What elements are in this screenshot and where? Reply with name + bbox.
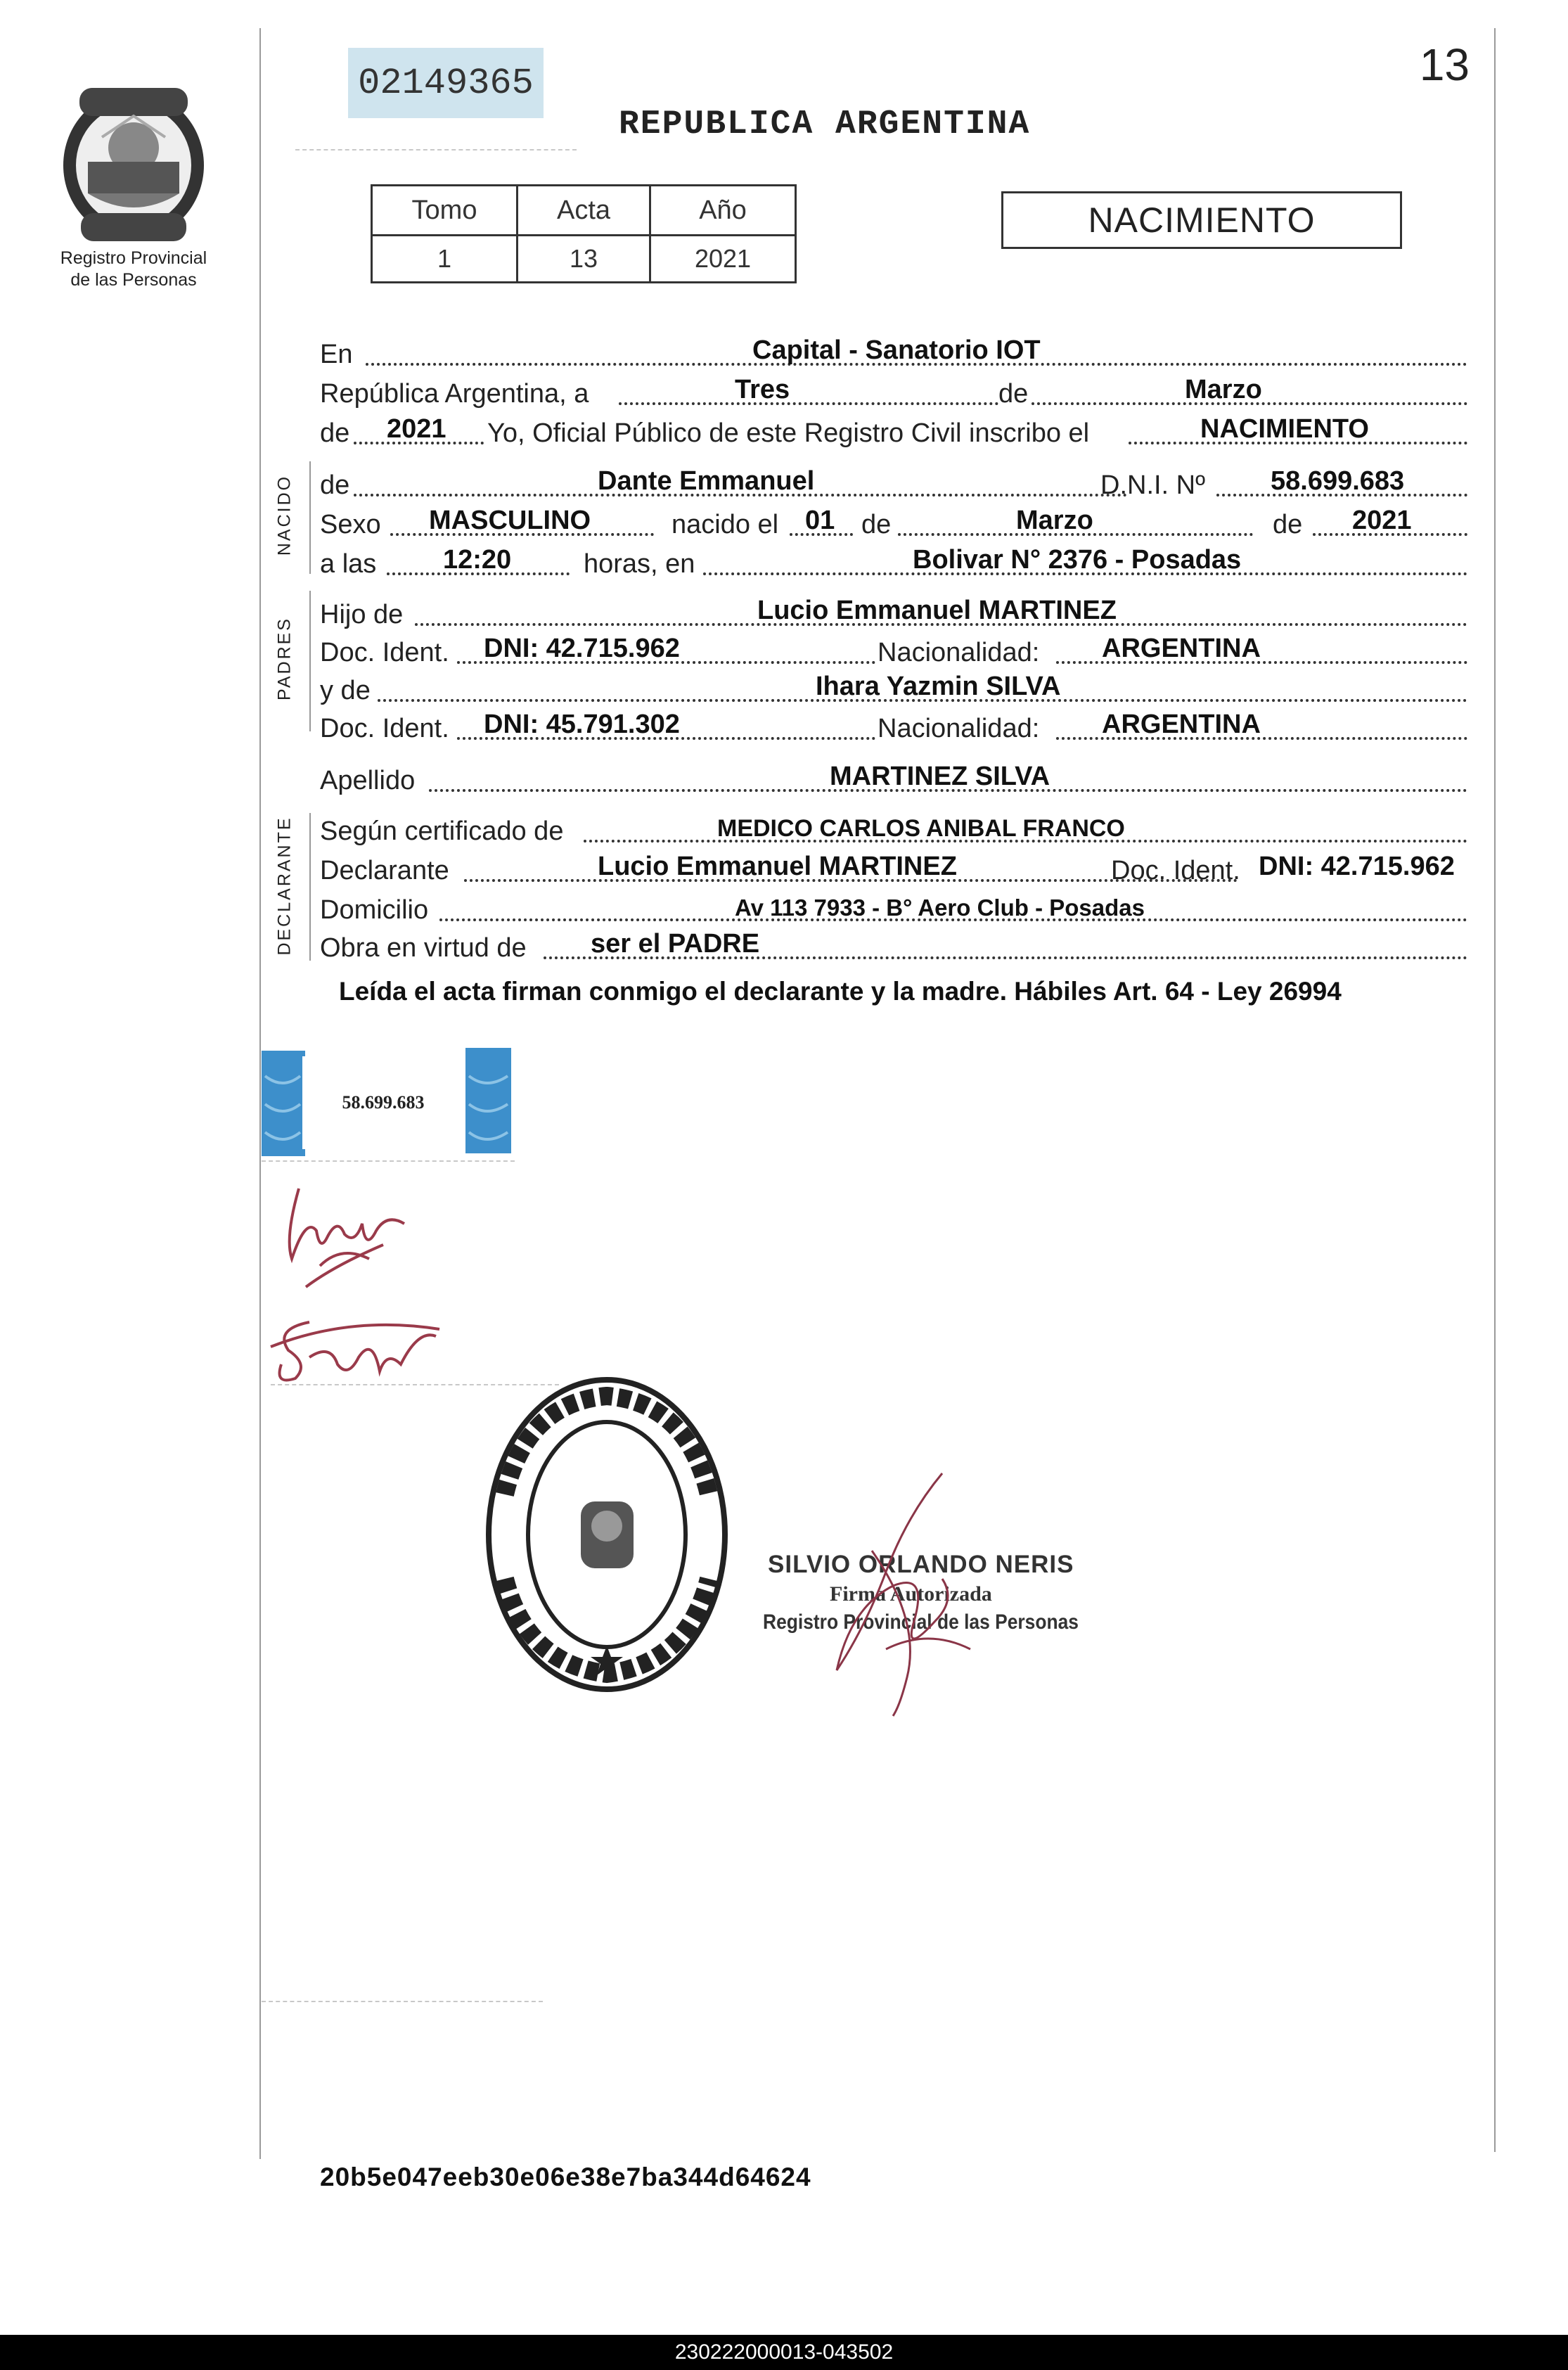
acta-value: 13 bbox=[518, 236, 650, 283]
sexo-value: MASCULINO bbox=[429, 506, 591, 535]
serial-number: 02149365 bbox=[348, 48, 544, 118]
footer-code: 230222000013-043502 bbox=[674, 2340, 894, 2364]
page-number: 13 bbox=[1419, 39, 1470, 90]
line-obra bbox=[320, 925, 1467, 966]
address-value: Av 113 7933 - B° Aero Club - Posadas bbox=[735, 895, 1145, 921]
birth-month: Marzo bbox=[1016, 506, 1093, 535]
registry-label bbox=[39, 248, 229, 291]
doc-ident-label: Doc. Ident. bbox=[1111, 856, 1240, 885]
de-label: de bbox=[998, 379, 1029, 409]
left-margin-line bbox=[259, 28, 261, 2159]
line-en bbox=[320, 332, 1467, 373]
mother-nationality: ARGENTINA bbox=[1102, 710, 1261, 739]
doc-ident-label: Doc. Ident. bbox=[320, 638, 449, 667]
acta-header: Acta bbox=[518, 186, 650, 236]
acta-table bbox=[371, 184, 797, 283]
divider bbox=[262, 2001, 543, 2002]
certificado-label: Según certificado de bbox=[320, 816, 564, 846]
line-apellido bbox=[320, 758, 1467, 799]
certificate-issuer: MEDICO CARLOS ANIBAL FRANCO bbox=[717, 815, 1125, 842]
de-label: de bbox=[1273, 510, 1303, 539]
right-margin-line bbox=[1494, 28, 1496, 2152]
nacido-section-label: NACIDO bbox=[274, 474, 295, 556]
declarant-name: Lucio Emmanuel MARTINEZ bbox=[598, 852, 957, 881]
child-name: Dante Emmanuel bbox=[598, 466, 815, 496]
hijo-de-label: Hijo de bbox=[320, 600, 404, 629]
padres-bracket bbox=[309, 591, 311, 731]
divider bbox=[262, 1160, 515, 1162]
declarante-label: Declarante bbox=[320, 856, 449, 885]
de-label: de bbox=[320, 418, 350, 448]
document-title: REPUBLICA ARGENTINA bbox=[619, 105, 1031, 143]
a-las-label: a las bbox=[320, 549, 377, 579]
footer-bar bbox=[0, 2335, 1568, 2370]
line-nacido-sexo bbox=[320, 502, 1467, 543]
birth-year: 2021 bbox=[1352, 506, 1412, 535]
official-firma-label: Firma Autorizada bbox=[830, 1582, 992, 1606]
domicilio-label: Domicilio bbox=[320, 895, 429, 925]
registry-label-line2: de las Personas bbox=[70, 270, 197, 290]
mother-signature bbox=[267, 1308, 443, 1392]
line-inscribo bbox=[320, 411, 1467, 451]
en-label: En bbox=[320, 340, 353, 369]
line-padre bbox=[320, 592, 1467, 633]
registry-label-line1: Registro Provincial bbox=[60, 248, 207, 268]
anio-header: Año bbox=[650, 186, 796, 236]
acta-table-value-row bbox=[372, 236, 796, 283]
sexo-label: Sexo bbox=[320, 510, 381, 539]
y-de-label: y de bbox=[320, 676, 371, 705]
declarante-section-label: DECLARANTE bbox=[274, 816, 295, 956]
line-madre-doc bbox=[320, 706, 1467, 747]
acta-table-header-row bbox=[372, 186, 796, 236]
inscribo-value: NACIMIENTO bbox=[1200, 414, 1369, 444]
official-name: SILVIO ORLANDO NERIS bbox=[768, 1551, 1074, 1578]
birth-time: 12:20 bbox=[443, 545, 512, 575]
birth-day: 01 bbox=[805, 506, 835, 535]
official-seal bbox=[484, 1375, 730, 1695]
mother-doc: DNI: 45.791.302 bbox=[484, 710, 680, 739]
father-name: Lucio Emmanuel MARTINEZ bbox=[757, 596, 1117, 625]
line-republica bbox=[320, 371, 1467, 412]
horas-en-label: horas, en bbox=[584, 549, 695, 579]
nacido-el-label: nacido el bbox=[671, 510, 779, 539]
surname-value: MARTINEZ SILVA bbox=[830, 762, 1050, 791]
year-value: 2021 bbox=[387, 414, 446, 444]
official-registry-label: Registro Provincial de las Personas bbox=[763, 1610, 1079, 1634]
nacionalidad-label: Nacionalidad: bbox=[878, 638, 1040, 667]
misiones-crest-logo bbox=[60, 88, 207, 243]
padres-section-label: PADRES bbox=[274, 617, 295, 700]
dotted-line bbox=[619, 402, 998, 405]
dni-label: D.N.I. Nº bbox=[1100, 470, 1205, 500]
official-signature bbox=[823, 1466, 977, 1719]
nacido-bracket bbox=[309, 461, 311, 574]
doc-ident-label: Doc. Ident. bbox=[320, 714, 449, 743]
line-nacido-hora bbox=[320, 542, 1467, 582]
line-certificado bbox=[320, 809, 1467, 850]
line-domicilio bbox=[320, 888, 1467, 928]
declarante-bracket bbox=[309, 813, 311, 961]
header-divider bbox=[295, 149, 577, 150]
father-nationality: ARGENTINA bbox=[1102, 634, 1261, 663]
reason-value: ser el PADRE bbox=[591, 929, 760, 959]
day-value: Tres bbox=[735, 375, 790, 404]
republica-label: República Argentina, a bbox=[320, 379, 589, 409]
declarant-doc: DNI: 42.715.962 bbox=[1259, 852, 1455, 881]
line-declarante bbox=[320, 848, 1467, 889]
line-nacido-nombre bbox=[320, 463, 1467, 504]
closing-statement: Leída el acta firman conmigo el declarante y la madre. Hábiles Art. 64 - Ley 26994 bbox=[339, 977, 1342, 1006]
de-label: de bbox=[861, 510, 892, 539]
apellido-label: Apellido bbox=[320, 766, 416, 795]
line-padre-doc bbox=[320, 630, 1467, 671]
de-label: de bbox=[320, 470, 350, 500]
place-value: Capital - Sanatorio IOT bbox=[752, 335, 1041, 365]
anio-value: 2021 bbox=[650, 236, 796, 283]
child-dni: 58.699.683 bbox=[1271, 466, 1405, 496]
month-value: Marzo bbox=[1185, 375, 1262, 404]
tomo-header: Tomo bbox=[372, 186, 518, 236]
line-madre bbox=[320, 668, 1467, 709]
father-doc: DNI: 42.715.962 bbox=[484, 634, 680, 663]
inscribo-text: Yo, Oficial Público de este Registro Civil inscribo el bbox=[487, 418, 1090, 448]
declarant-signature bbox=[278, 1174, 418, 1294]
nacionalidad-label: Nacionalidad: bbox=[878, 714, 1040, 743]
dni-stamp-number: 58.699.683 bbox=[302, 1056, 464, 1149]
document-hash: 20b5e047eeb30e06e38e7ba344d64624 bbox=[320, 2163, 811, 2191]
obra-label: Obra en virtud de bbox=[320, 933, 527, 963]
record-type-box: NACIMIENTO bbox=[1001, 191, 1402, 249]
tomo-value: 1 bbox=[372, 236, 518, 283]
mother-name: Ihara Yazmin SILVA bbox=[816, 672, 1061, 701]
birth-place: Bolivar N° 2376 - Posadas bbox=[913, 545, 1242, 575]
